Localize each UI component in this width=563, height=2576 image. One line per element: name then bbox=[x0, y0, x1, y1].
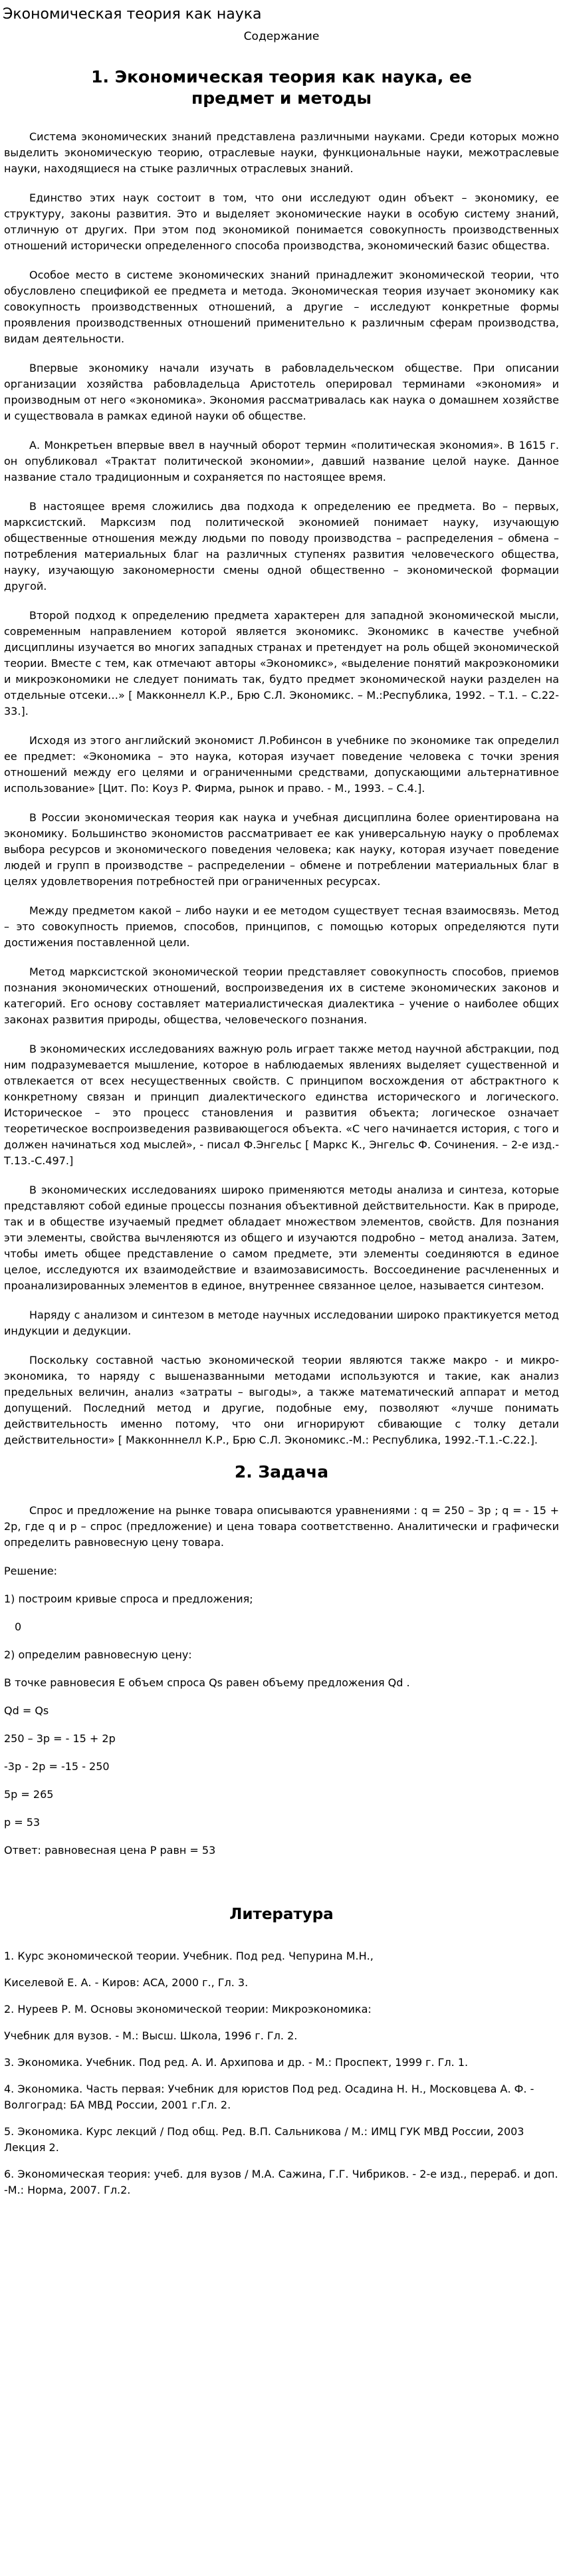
document-page bbox=[0, 5, 563, 2198]
solution-line: Решение: bbox=[4, 1565, 58, 1577]
solution-line: p = 53 bbox=[4, 1816, 41, 1829]
literature-item: 5. Экономика. Курс лекций / Под общ. Ред. В.П. Сальникова / М.: ИМЦ ГУК МВД России, 2003 Лекция 2. bbox=[4, 2125, 524, 2154]
paragraph: Наряду с анализом и синтезом в методе научных исследовании широко практикуется метод индукции и дедукции. bbox=[4, 1309, 559, 1337]
literature-item: 6. Экономическая теория: учеб. для вузов / М.А. Сажина, Г.Г. Чибриков. - 2-е изд., перераб. и доп. -М.: Норма, 2007. Гл.2. bbox=[4, 2168, 558, 2196]
solution-line: Qd = Qs bbox=[4, 1704, 49, 1717]
solution-line: В точке равновесия E объем спроса Qs равен объему предложения Qd . bbox=[4, 1676, 410, 1689]
paragraph: А. Монкретьен впервые ввел в научный оборот термин «политическая экономия». В 1615 г. он опубликовал «Трактат политической экономии», давший название целой науке. Данное название стало традиционным и сохраняется по настоящее время. bbox=[4, 439, 559, 483]
paragraph: Между предметом какой – либо науки и ее методом существует тесная взаимосвязь. Метод – это совокупность приемов, способов, принципов, с помощью которых определяются пути достижения поставленной цели. bbox=[4, 904, 559, 949]
solution-line: 5p = 265 bbox=[4, 1788, 54, 1801]
paragraph: В экономических исследованиях широко применяются методы анализа и синтеза, которые представляют собой единые процессы познания объективной действительности. Как в природе, так и в обществе изучаемый предмет обладает множеством элементов, свойств. Для познания эти элементы, свойства вычленяются из общего и изучаются подробно – метод анализа. Затем, чтобы иметь общее представление о самом предмете, эти элементы соединяются в единое целое, исследуются их взаимодействие и взаимозависимость. Воссоединение расчлененных и проанализированных элементов в единое, внутреннее связанное целое, называется синтезом. bbox=[4, 1184, 559, 1292]
paragraph: В настоящее время сложились два подхода к определению ее предмета. Во – первых, марксистский. Марксизм под политической экономией понимает науку, изучающую общественные отношения между людьми по поводу производства – распределения – обмена – потребления материальных благ на различных ступенях развития человеческого общества, науку, изучающую закономерности смены одной общественно – экономической формации другой. bbox=[4, 500, 559, 592]
literature-item: 3. Экономика. Учебник. Под ред. А. И. Архипова и др. - М.: Проспект, 1999 г. Гл. 1. bbox=[4, 2056, 469, 2069]
solution-line: 2) определим равновесную цену: bbox=[4, 1648, 192, 1661]
section-2-heading: 2. Задача bbox=[234, 1462, 329, 1481]
solution-line: 1) построим кривые спроса и предложения; bbox=[4, 1593, 253, 1605]
section-1-body bbox=[3, 129, 560, 1448]
literature-item: 2. Нуреев Р. М. Основы экономической теории: Микроэкономика: bbox=[4, 2003, 372, 2015]
paragraph: Впервые экономику начали изучать в рабовладельческом обществе. При описании организации хозяйства рабовладельца Аристотель оперировал терминами «экономия» и производным от него «экономика». Экономия рассматривалась как наука о домашнем хозяйстве и существовала в рамках единой науки об обществе. bbox=[4, 362, 559, 422]
solution-line: -3p - 2p = -15 - 250 bbox=[4, 1760, 110, 1773]
paragraph: Второй подход к определению предмета характерен для западной экономической мысли, современным направлением которой является экономикс. Экономикс в качестве учебной дисциплины изучается во многих западных странах и претендует на роль общей экономической теории. Вместе с тем, как отмечают авторы «Экономикс», «выделение понятий макроэкономики и микроэкономики не следует понимать так, будто предмет экономической науки разделен на отдельные отсеки…» [ Макконнелл К.Р., Брю С.Л. Экономикс. – М.:Республика, 1992. – Т.1. – С.22-33.]. bbox=[4, 609, 559, 717]
solution-line: 0 bbox=[15, 1620, 22, 1633]
table-of-contents-label: Содержание bbox=[243, 30, 320, 43]
paragraph: Особое место в системе экономических знаний принадлежит экономической теории, что обусловлено спецификой ее предмета и метода. Экономическая теория изучает экономику как совокупность производственных отношений, а другие – исследуют конкретные формы проявления производственных отношений применительно к различным сферам производства, видам деятельности. bbox=[4, 269, 559, 345]
section-1-heading: 1. Экономическая теория как наука, ее предмет и методы bbox=[91, 67, 472, 108]
paragraph: Поскольку составной частью экономической теории являются также макро - и микро- экономика, то наряду с вышеназванными методами используются и такие, как анализ предельных величин, анализ «затраты – выгоды», а также математический аппарат и метод допущений. Последний метод и другие, подобные ему, позволяют «лучше понимать действительность именно потому, что они игнорируют сбивающие с толку детали действительности» [ Макконннелл К.Р., Брю С.Л. Экономикс.-М.: Республика, 1992.-Т.1.-С.22.]. bbox=[4, 1354, 559, 1446]
paragraph: В экономических исследованиях важную роль играет также метод научной абстракции, под ним подразумевается мышление, которое в наблюдаемых явлениях выделяет существенной и отвлекается от всех несущественных свойств. С принципом восхождения от абстрактного к конкретному связан и принцип диалектического единства исторического и логического. Историческое – это процесс становления и развития объекта; логическое означает теоретическое воспроизведения развивающегося объекта. «С чего начинается история, с того и должен начинаться ход мыслей», - писал Ф.Энгельс [ Маркс К., Энгельс Ф. Сочинения. – 2-е изд.-Т.13.-С.497.] bbox=[4, 1043, 559, 1167]
section-2-body bbox=[3, 1503, 560, 1858]
literature-heading: Литература bbox=[229, 1906, 334, 1923]
task-statement: Спрос и предложение на рынке товара описываются уравнениями : q = 250 – 3p ; q = - 15 + 2p, где q и p – спрос (предложение) и цена товара соответственно. Аналитически и графически определить равновесную цену товара. bbox=[4, 1504, 559, 1549]
paragraph: В России экономическая теория как наука и учебная дисциплина более ориентирована на экономику. Большинство экономистов рассматривает ее как универсальную науку о проблемах выбора ресурсов и экономического поведения человека; как науку, которая изучает поведение людей и групп в производстве – распределении – обмене и потреблении материальных благ в целях удовлетворения потребностей при ограниченных ресурсах. bbox=[4, 811, 559, 888]
literature-item: 4. Экономика. Часть первая: Учебник для юристов Под ред. Осадина Н. Н., Московцева А. Ф. - Волгоград: БА МВД России, 2001 г.Гл. 2. bbox=[4, 2083, 534, 2111]
paragraph: Исходя из этого английский экономист Л.Робинсон в учебнике по экономике так определил ее предмет: «Экономика – это наука, которая изучает поведение человека с точки зрения отношений между его целями и ограниченными средствами, допускающими альтернативное использование» [Цит. По: Коуз Р. Фирма, рынок и право. - М., 1993. – С.4.]. bbox=[4, 734, 559, 795]
paragraph: Метод марксистской экономической теории представляет совокупность способов, приемов познания экономических отношений, воспроизведения их в системе экономических законов и категорий. Его основу составляет материалистическая диалектика – учение о наиболее общих законах развития природы, общества, человеческого познания. bbox=[4, 966, 559, 1026]
solution-answer: Ответ: равновесная цена P равн = 53 bbox=[4, 1844, 216, 1857]
literature-list bbox=[3, 1948, 560, 2198]
literature-item: 1. Курс экономической теории. Учебник. Под ред. Чепурина М.Н., bbox=[4, 1950, 374, 1962]
paragraph: Единство этих наук состоит в том, что они исследуют один объект – экономику, ее структуру, законы развития. Это и выделяет экономические науки в особую систему знаний, отличную от других. При этом под экономикой понимается совокупность производственных отношений исторически определенного способа производства, экономический базис общества. bbox=[4, 192, 559, 252]
solution-line: 250 – 3p = - 15 + 2p bbox=[4, 1732, 116, 1745]
paragraph: Система экономических знаний представлена различными науками. Среди которых можно выделить экономическую теорию, отраслевые науки, функциональные науки, межотраслевые науки, находящиеся на стыке различных отраслевых знаний. bbox=[4, 130, 559, 175]
document-title: Экономическая теория как наука bbox=[3, 6, 262, 23]
literature-item: Киселевой Е. А. - Киров: АСА, 2000 г., Гл. 3. bbox=[4, 1976, 249, 1989]
literature-item: Учебник для вузов. - М.: Высш. Школа, 1996 г. Гл. 2. bbox=[4, 2029, 298, 2042]
